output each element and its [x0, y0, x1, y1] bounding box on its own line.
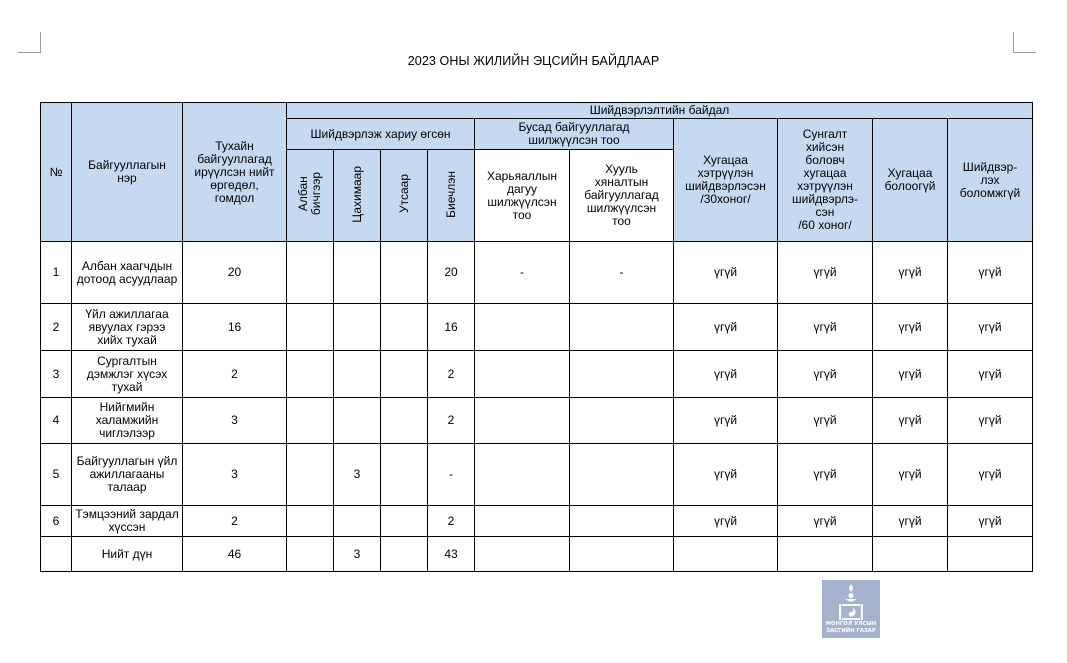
totals-row	[41, 537, 1033, 572]
cell-overdue-60: үгүй	[778, 398, 873, 444]
header-status-group: Шийдвэрлэлтийн байдал	[287, 103, 1033, 119]
cell-electronic: 3	[334, 537, 381, 572]
header-number: №	[41, 103, 72, 242]
cell-law-enforcement	[570, 444, 674, 506]
header-unresolvable: Шийдвэр- лэх боломжгүй	[948, 119, 1033, 242]
cell-electronic	[334, 506, 381, 537]
header-official-letter: Албан бичгээр	[287, 150, 334, 242]
cell-law-enforcement	[570, 506, 674, 537]
cell-phone	[381, 351, 428, 398]
cell-number: 4	[41, 398, 72, 444]
cell-jurisdiction	[475, 506, 570, 537]
cell-overdue-30: үгүй	[674, 304, 778, 351]
cell-total: 2	[183, 351, 287, 398]
cell-letter	[287, 398, 334, 444]
table-row	[41, 304, 1033, 351]
header-phone: Утсаар	[381, 150, 428, 242]
cell-law-enforcement	[570, 351, 674, 398]
cell-in-person: 16	[428, 304, 475, 351]
table-row	[41, 506, 1033, 537]
cell-jurisdiction	[475, 351, 570, 398]
cell-number: 6	[41, 506, 72, 537]
cell-jurisdiction: -	[475, 242, 570, 304]
cell-not-due: үгүй	[873, 242, 948, 304]
crop-mark-top-left	[18, 32, 41, 53]
cell-total: 16	[183, 304, 287, 351]
cell-letter	[287, 242, 334, 304]
header-by-jurisdiction: Харьяаллын дагуу шилжүүлсэн тоо	[475, 150, 570, 242]
cell-org-name: Нийгмийн халамжийн чиглэлээр	[72, 398, 183, 444]
cell-unresolvable: үгүй	[948, 304, 1033, 351]
cell-total: 20	[183, 242, 287, 304]
cell-jurisdiction	[475, 444, 570, 506]
cell-number: 3	[41, 351, 72, 398]
cell-in-person: 2	[428, 398, 475, 444]
cell-law-enforcement	[570, 537, 674, 572]
cell-electronic	[334, 351, 381, 398]
header-electronic: Цахимаар	[334, 150, 381, 242]
cell-in-person: -	[428, 444, 475, 506]
cell-not-due: үгүй	[873, 351, 948, 398]
cell-org-name: Үйл ажиллагаа явуулах гэрээ хийх тухай	[72, 304, 183, 351]
page-title: 2023 ОНЫ ЖИЛИЙН ЭЦСИЙН БАЙДЛААР	[407, 54, 660, 68]
cell-overdue-30: үгүй	[674, 506, 778, 537]
table-row	[41, 351, 1033, 398]
header-org-name: Байгууллагын нэр	[72, 103, 183, 242]
cell-org-name: Байгууллагын үйл ажиллагааны талаар	[72, 444, 183, 506]
cell-org-name: Тэмцээний зардал хүссэн	[72, 506, 183, 537]
header-overdue-30: Хугацаа хэтрүүлэн шийдвэрлэсэн /30хоног/	[674, 119, 778, 242]
government-logo	[822, 580, 880, 638]
cell-phone	[381, 242, 428, 304]
cell-jurisdiction	[475, 304, 570, 351]
cell-overdue-60: үгүй	[778, 506, 873, 537]
cell-phone	[381, 506, 428, 537]
cell-electronic	[334, 242, 381, 304]
cell-total: 46	[183, 537, 287, 572]
cell-not-due	[873, 537, 948, 572]
cell-not-due: үгүй	[873, 398, 948, 444]
cell-org-name: Албан хаагчдын дотоод асуудлаар	[72, 242, 183, 304]
cell-overdue-60: үгүй	[778, 304, 873, 351]
header-extended-overdue-60: Сунгалт хийсэн боловч хугацаа хэтрүүлэн шийдвэрлэ- сэн /60 хоног/	[778, 119, 873, 242]
cell-phone	[381, 444, 428, 506]
cell-phone	[381, 537, 428, 572]
cell-overdue-30	[674, 537, 778, 572]
cell-number: 1	[41, 242, 72, 304]
cell-overdue-60: үгүй	[778, 242, 873, 304]
cell-number: 2	[41, 304, 72, 351]
cell-overdue-30: үгүй	[674, 351, 778, 398]
cell-number: 5	[41, 444, 72, 506]
cell-in-person: 2	[428, 506, 475, 537]
crop-mark-top-right	[1013, 32, 1036, 53]
header-not-due: Хугацаа болоогүй	[873, 119, 948, 242]
cell-unresolvable	[948, 537, 1033, 572]
table-row	[41, 242, 1033, 304]
cell-overdue-60: үгүй	[778, 351, 873, 398]
complaints-table	[40, 102, 1033, 572]
cell-jurisdiction	[475, 398, 570, 444]
header-forwarded-group: Бусад байгууллагад шилжүүлсэн тоо	[475, 119, 674, 150]
cell-letter	[287, 351, 334, 398]
header-row-1	[41, 103, 1033, 119]
cell-law-enforcement: -	[570, 242, 674, 304]
cell-not-due: үгүй	[873, 444, 948, 506]
cell-jurisdiction	[475, 537, 570, 572]
cell-letter	[287, 304, 334, 351]
table-row	[41, 444, 1033, 506]
cell-electronic	[334, 398, 381, 444]
header-total-received: Тухайн байгууллагад ирүүлсэн нийт өргөдөл, гомдол	[183, 103, 287, 242]
cell-letter	[287, 444, 334, 506]
cell-total: 2	[183, 506, 287, 537]
cell-overdue-60	[778, 537, 873, 572]
cell-unresolvable: үгүй	[948, 506, 1033, 537]
cell-phone	[381, 398, 428, 444]
header-to-law-enforcement: Хууль хяналтын байгууллагад шилжүүлсэн тоо	[570, 150, 674, 242]
cell-letter	[287, 506, 334, 537]
cell-overdue-30: үгүй	[674, 444, 778, 506]
cell-not-due: үгүй	[873, 506, 948, 537]
cell-number	[41, 537, 72, 572]
cell-unresolvable: үгүй	[948, 242, 1033, 304]
cell-phone	[381, 304, 428, 351]
cell-total: 3	[183, 444, 287, 506]
cell-in-person: 20	[428, 242, 475, 304]
cell-overdue-30: үгүй	[674, 398, 778, 444]
cell-in-person: 43	[428, 537, 475, 572]
cell-in-person: 2	[428, 351, 475, 398]
cell-not-due: үгүй	[873, 304, 948, 351]
cell-electronic: 3	[334, 444, 381, 506]
totals-label: Нийт дүн	[72, 537, 183, 572]
cell-overdue-60: үгүй	[778, 444, 873, 506]
cell-law-enforcement	[570, 304, 674, 351]
cell-unresolvable: үгүй	[948, 398, 1033, 444]
cell-unresolvable: үгүй	[948, 351, 1033, 398]
cell-total: 3	[183, 398, 287, 444]
logo-text-line2: ЗАСГИЙН ГАЗАР	[826, 628, 876, 634]
cell-law-enforcement	[570, 398, 674, 444]
header-responded-group: Шийдвэрлэж хариу өгсөн	[287, 119, 475, 150]
cell-letter	[287, 537, 334, 572]
table-row	[41, 398, 1033, 444]
cell-unresolvable: үгүй	[948, 444, 1033, 506]
header-in-person: Биечлэн	[428, 150, 475, 242]
cell-overdue-30: үгүй	[674, 242, 778, 304]
cell-org-name: Сургалтын дэмжлэг хүсэх тухай	[72, 351, 183, 398]
cell-electronic	[334, 304, 381, 351]
logo-text-line1: МОНГОЛ УЛСЫН	[825, 621, 877, 627]
